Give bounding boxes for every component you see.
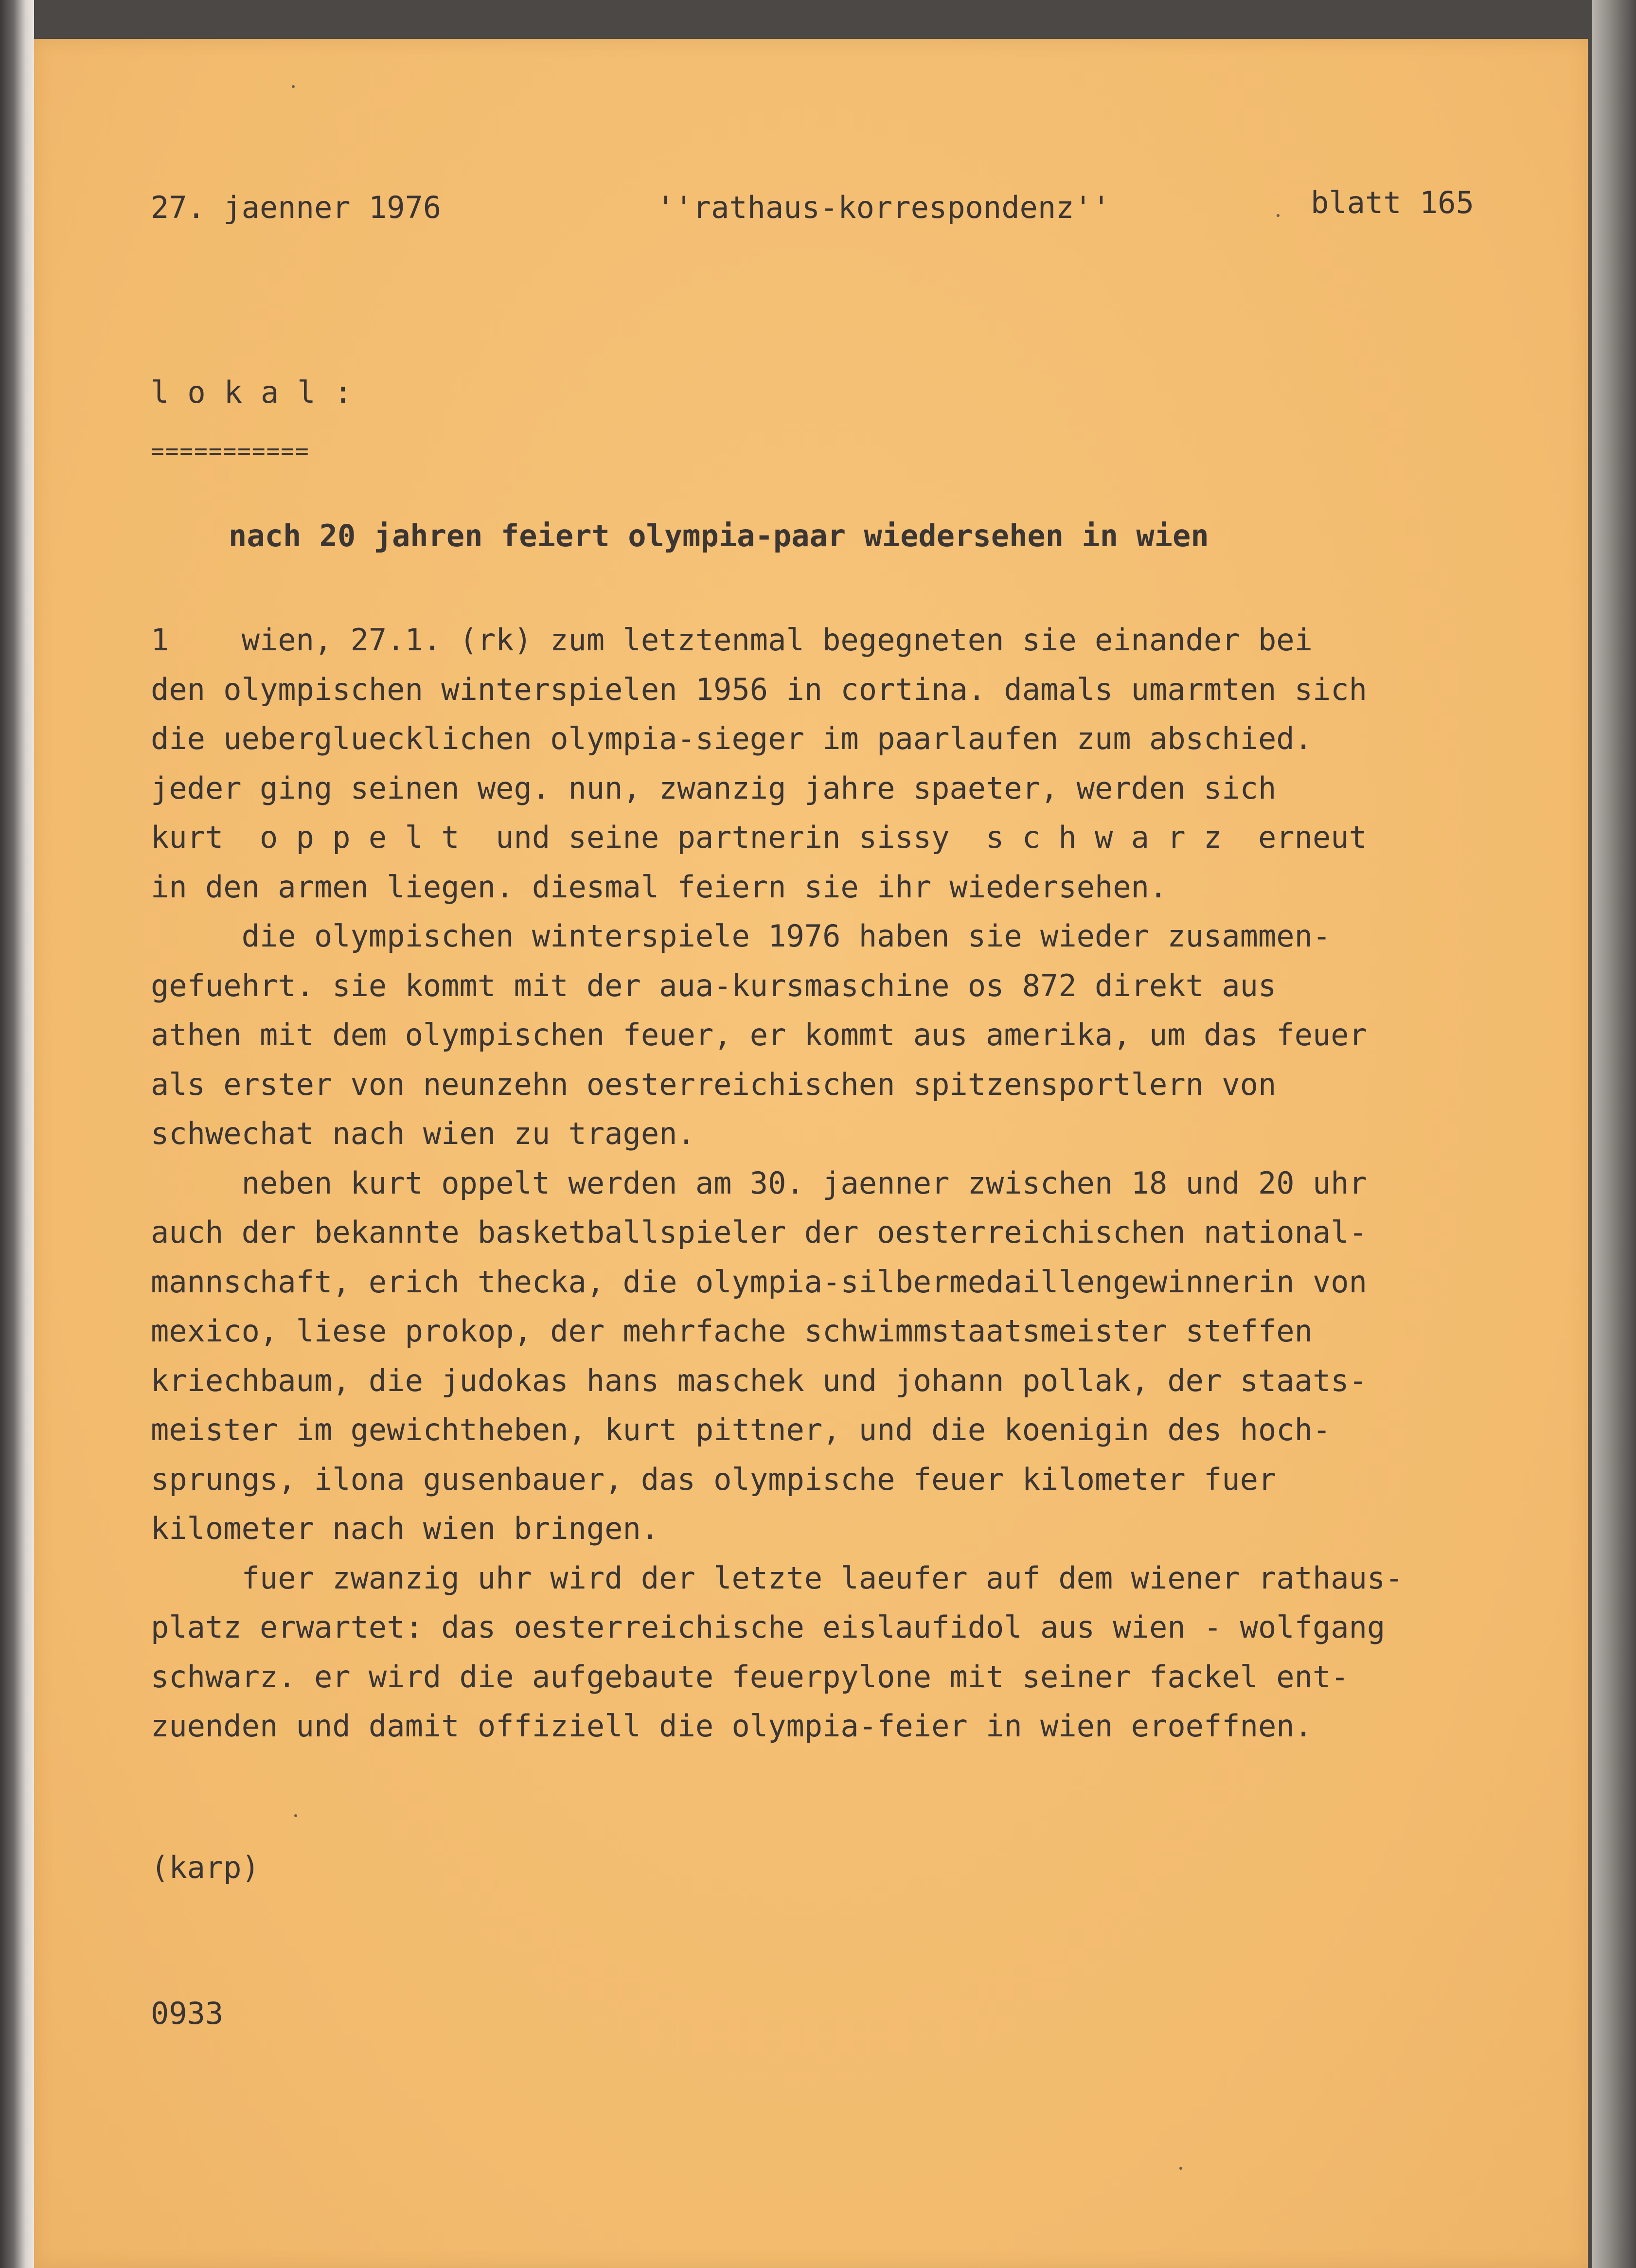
- body-line: athen mit dem olympischen feuer, er kommt aus amerika, um das feuer: [151, 1017, 1367, 1053]
- body-line: den olympischen winterspielen 1956 in cortina. damals umarmten sich: [151, 671, 1367, 707]
- binding-right-edge: [1592, 0, 1636, 2268]
- body-line: die uebergluecklichen olympia-sieger im paarlaufen zum abschied.: [151, 721, 1313, 756]
- body-line: kurt o p p e l t und seine partnerin sissy s c h w a r z erneut: [151, 820, 1367, 855]
- binding-left-edge: [0, 0, 34, 2268]
- article-signoff: [151, 1746, 260, 2135]
- author-initials: (karp): [151, 1850, 260, 1885]
- body-line: schwarz. er wird die aufgebaute feuerpylone mit seiner fackel ent-: [151, 1659, 1349, 1695]
- body-line: sprungs, ilona gusenbauer, das olympische feuer kilometer fuer: [151, 1461, 1277, 1497]
- body-line: mannschaft, erich thecka, die olympia-silbermedaillengewinnerin von: [151, 1264, 1367, 1300]
- body-line: fuer zwanzig uhr wird der letzte laeufer auf dem wiener rathaus-: [151, 1560, 1404, 1596]
- body-line: neben kurt oppelt werden am 30. jaenner zwischen 18 und 20 uhr: [151, 1165, 1367, 1201]
- article-body: [151, 615, 1561, 1751]
- document-page: [34, 39, 1588, 2268]
- header-date: 27. jaenner 1976: [151, 190, 442, 225]
- body-line: als erster von neunzehn oesterreichischen spitzensportlern von: [151, 1066, 1277, 1102]
- body-line: die olympischen winterspiele 1976 haben sie wieder zusammen-: [151, 918, 1331, 954]
- page-header: [151, 185, 1522, 248]
- section-underline: ===========: [151, 438, 310, 464]
- header-sheet-number: blatt 165: [1311, 185, 1474, 220]
- body-line: meister im gewichtheben, kurt pittner, und die koenigin des hoch-: [151, 1412, 1331, 1447]
- body-line: platz erwartet: das oesterreichische eislaufidol aus wien - wolfgang: [151, 1609, 1386, 1645]
- body-line: in den armen liegen. diesmal feiern sie ihr wiedersehen.: [151, 869, 1168, 905]
- body-line: 1 wien, 27.1. (rk) zum letztenmal begegneten sie einander bei: [151, 622, 1313, 658]
- header-publication: ''rathaus-korrespondenz'': [657, 190, 1111, 225]
- section-label: lokal:: [151, 375, 371, 410]
- body-line: zuenden und damit offiziell die olympia-feier in wien eroeffnen.: [151, 1708, 1313, 1744]
- body-line: gefuehrt. sie kommt mit der aua-kursmaschine os 872 direkt aus: [151, 967, 1277, 1003]
- body-line: kilometer nach wien bringen.: [151, 1511, 659, 1546]
- body-line: auch der bekannte basketballspieler der oesterreichischen national-: [151, 1214, 1367, 1250]
- body-line: kriechbaum, die judokas hans maschek und johann pollak, der staats-: [151, 1362, 1367, 1398]
- body-line: jeder ging seinen weg. nun, zwanzig jahre spaeter, werden sich: [151, 770, 1277, 806]
- release-code: 0933: [151, 1996, 224, 2031]
- body-line: schwechat nach wien zu tragen.: [151, 1116, 695, 1151]
- article-headline: nach 20 jahren feiert olympia-paar wiedersehen in wien: [229, 518, 1209, 554]
- body-line: mexico, liese prokop, der mehrfache schwimmstaatsmeister steffen: [151, 1313, 1313, 1349]
